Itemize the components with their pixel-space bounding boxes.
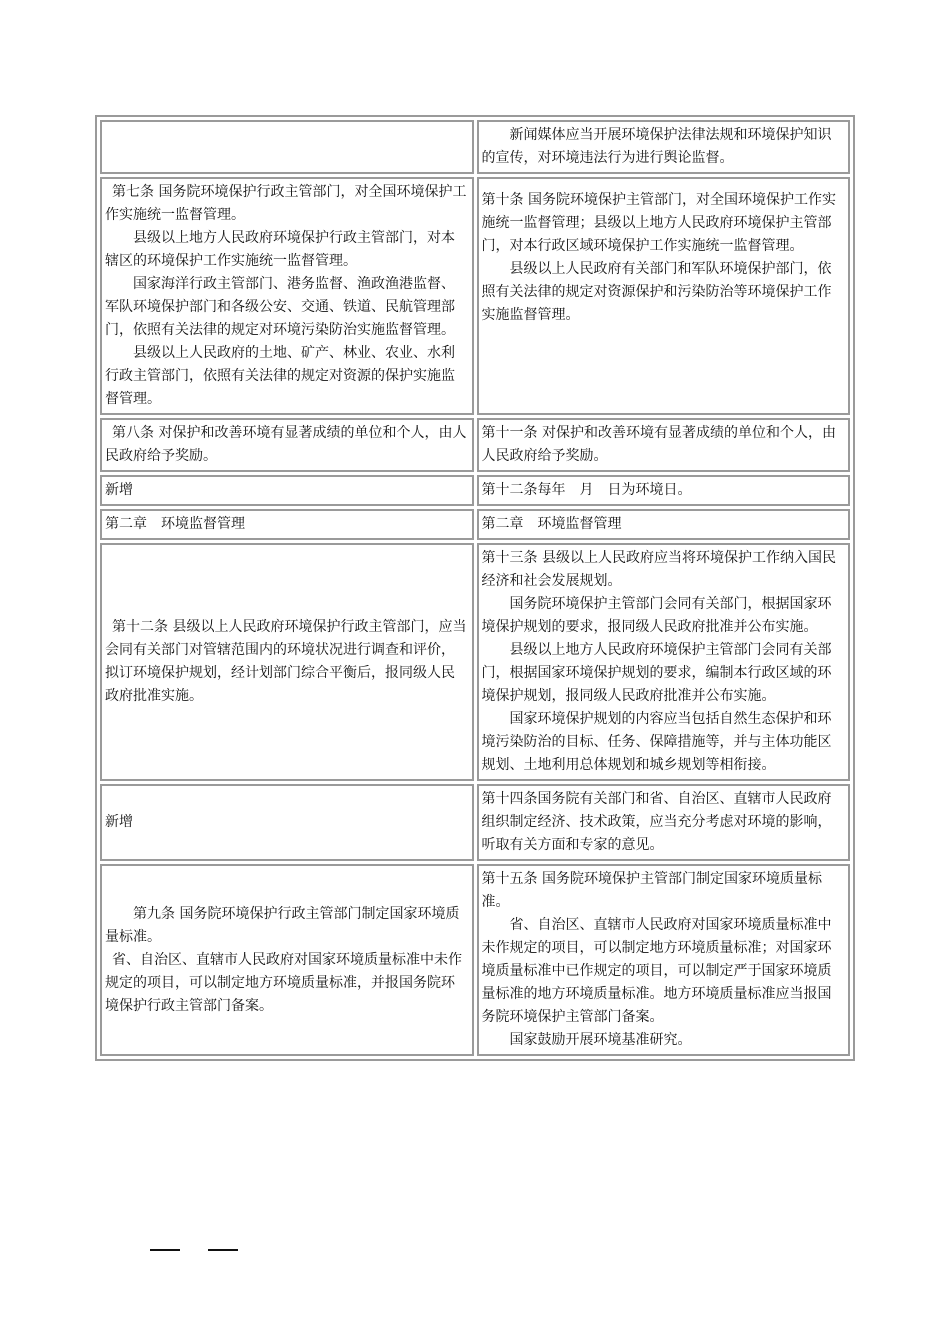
new-text-cell: 第十五条 国务院环境保护主管部门制定国家环境质量标准。 省、自治区、直辖市人民政府对国家环境质量标准中未作规定的项目，可以制定地方环境质量标准；对国家环境质量标准中已作规定的项目，可以制定严于国家环境质量标准的地方环境质量标准。地方环境质量标准应当报国务院环境保护主管部门备案。 国家鼓励开展环境基准研究。 xyxy=(477,864,851,1056)
table-row xyxy=(100,864,850,1056)
table-row xyxy=(100,475,850,506)
old-text-cell: 新增 xyxy=(100,475,474,506)
new-text-cell: 第十一条 对保护和改善环境有显著成绩的单位和个人，由人民政府给予奖励。 xyxy=(477,418,851,472)
old-text-cell: 第十二条 县级以上人民政府环境保护行政主管部门，应当会同有关部门对管辖范围内的环境状况进行调查和评价，拟订环境保护规划，经计划部门综合平衡后，报同级人民政府批准实施。 xyxy=(100,543,474,781)
dash-right xyxy=(208,1249,238,1251)
new-text-cell: 第十四条国务院有关部门和省、自治区、直辖市人民政府组织制定经济、技术政策，应当充分考虑对环境的影响，听取有关方面和专家的意见。 xyxy=(477,784,851,861)
new-text-cell: 第十三条 县级以上人民政府应当将环境保护工作纳入国民经济和社会发展规划。 国务院环境保护主管部门会同有关部门，根据国家环境保护规划的要求，报同级人民政府批准并公布实施。 县级以上地方人民政府环境保护主管部门会同有关部门，根据国家环境保护规划的要求，编制本行政区域的环境保护规划，报同级人民政府批准并公布实施。 国家环境保护规划的内容应当包括自然生态保护和环境污染防治的目标、任务、保障措施等，并与主体功能区规划、土地利用总体规划和城乡规划等相衔接。 xyxy=(477,543,851,781)
table-row xyxy=(100,177,850,415)
chapter-heading-old: 第二章 环境监督管理 xyxy=(100,509,474,540)
table-row xyxy=(100,543,850,781)
old-text-cell xyxy=(100,120,474,174)
old-text-cell: 第七条 国务院环境保护行政主管部门，对全国环境保护工作实施统一监督管理。 县级以上地方人民政府环境保护行政主管部门，对本辖区的环境保护工作实施统一监督管理。 国家海洋行政主管部门、港务监督、渔政渔港监督、军队环境保护部门和各级公安、交通、铁道、民航管理部门，依照有关法律的规定对环境污染防治实施监督管理。 县级以上人民政府的土地、矿产、林业、农业、水利行政主管部门，依照有关法律的规定对资源的保护实施监督管理。 xyxy=(100,177,474,415)
old-text-cell: 第八条 对保护和改善环境有显著成绩的单位和个人，由人民政府给予奖励。 xyxy=(100,418,474,472)
old-text-cell: 第九条 国务院环境保护行政主管部门制定国家环境质量标准。 省、自治区、直辖市人民政府对国家环境质量标准中未作规定的项目，可以制定地方环境质量标准，并报国务院环境保护行政主管部门备案。 xyxy=(100,864,474,1056)
table-row xyxy=(100,418,850,472)
comparison-table xyxy=(95,115,855,1061)
table-row xyxy=(100,784,850,861)
page-number-dashes xyxy=(150,1236,238,1255)
new-text-cell: 第十条 国务院环境保护主管部门，对全国环境保护工作实施统一监督管理；县级以上地方人民政府环境保护主管部门，对本行政区域环境保护工作实施统一监督管理。 县级以上人民政府有关部门和军队环境保护部门，依照有关法律的规定对资源保护和污染防治等环境保护工作实施监督管理。 xyxy=(477,177,851,415)
new-text-cell: 新闻媒体应当开展环境保护法律法规和环境保护知识的宣传，对环境违法行为进行舆论监督。 xyxy=(477,120,851,174)
dash-left xyxy=(150,1249,180,1251)
old-text-cell: 新增 xyxy=(100,784,474,861)
table-row xyxy=(100,509,850,540)
table-row xyxy=(100,120,850,174)
chapter-heading-new: 第二章 环境监督管理 xyxy=(477,509,851,540)
new-text-cell: 第十二条每年 月 日为环境日。 xyxy=(477,475,851,506)
